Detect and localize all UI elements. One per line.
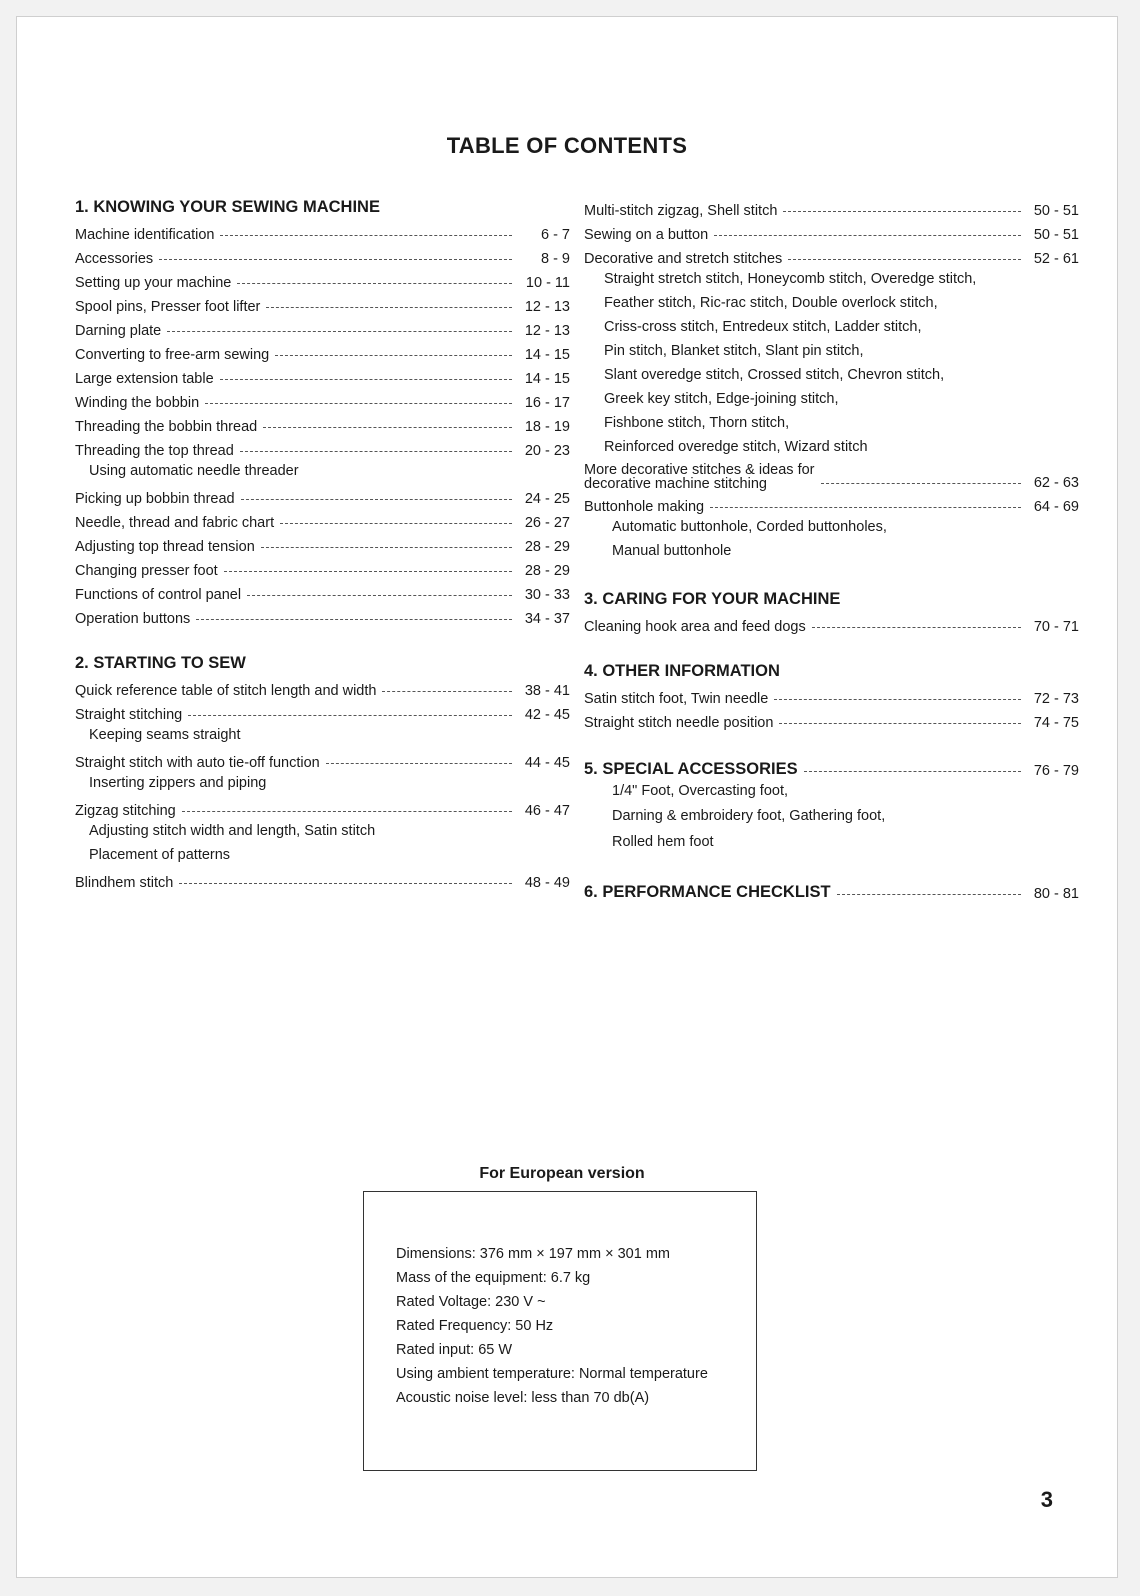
toc-page: 12 - 13 <box>524 323 570 339</box>
toc-label: Threading the bobbin thread <box>75 419 258 435</box>
spacer <box>75 627 570 651</box>
toc-page: 46 - 47 <box>524 803 570 819</box>
spacer <box>584 563 1079 587</box>
eu-spec-line: Dimensions: 376 mm × 197 mm × 301 mm <box>396 1246 670 1262</box>
toc-page: 18 - 19 <box>524 419 570 435</box>
toc-entry <box>584 219 1079 243</box>
toc-page: 50 - 51 <box>1033 227 1079 243</box>
toc-entry <box>584 683 1079 707</box>
toc-label: 6. PERFORMANCE CHECKLIST <box>584 883 831 901</box>
dot-leader <box>188 715 512 716</box>
spacer <box>584 731 1079 755</box>
spacer <box>584 854 1079 878</box>
dot-leader <box>241 499 512 500</box>
toc-page: 28 - 29 <box>524 539 570 555</box>
dot-leader <box>182 811 512 812</box>
toc-label: Straight stitch needle position <box>584 715 774 731</box>
toc-entry <box>75 555 570 579</box>
section-heading-4: 4. OTHER INFORMATION <box>584 662 780 680</box>
page-number: 3 <box>1040 1487 1053 1512</box>
toc-subentry: Straight stretch stitch, Honeycomb stitch, Overedge stitch, <box>604 271 977 287</box>
dot-leader <box>266 307 512 308</box>
toc-page: 12 - 13 <box>524 299 570 315</box>
dot-leader <box>237 283 512 284</box>
toc-subentry: Criss-cross stitch, Entredeux stitch, Ladder stitch, <box>604 319 922 335</box>
toc-page: 44 - 45 <box>524 755 570 771</box>
toc-page: 20 - 23 <box>524 443 570 459</box>
toc-subentry: Fishbone stitch, Thorn stitch, <box>604 415 790 431</box>
toc-subentry: Darning & embroidery foot, Gathering foot, <box>612 808 886 824</box>
toc-page: 42 - 45 <box>524 707 570 723</box>
toc-subentry: 1/4" Foot, Overcasting foot, <box>612 783 789 799</box>
dot-leader <box>196 619 512 620</box>
toc-label: Threading the top thread <box>75 443 234 459</box>
toc-label: Converting to free-arm sewing <box>75 347 270 363</box>
dot-leader <box>382 691 512 692</box>
section-heading-6 <box>584 878 1079 902</box>
toc-entry <box>75 747 570 771</box>
toc-label: Blindhem stitch <box>75 875 174 891</box>
toc-subentry: Pin stitch, Blanket stitch, Slant pin stitch, <box>604 343 864 359</box>
toc-page: 64 - 69 <box>1033 499 1079 515</box>
toc-entry <box>75 579 570 603</box>
toc-label: Needle, thread and fabric chart <box>75 515 275 531</box>
dot-leader <box>240 451 512 452</box>
section-heading-3: 3. CARING FOR YOUR MACHINE <box>584 590 841 608</box>
dot-leader <box>247 595 512 596</box>
toc-label: Sewing on a button <box>584 227 709 243</box>
spacer <box>584 635 1079 659</box>
dot-leader <box>179 883 512 884</box>
toc-subentry: Slant overedge stitch, Crossed stitch, Chevron stitch, <box>604 367 945 383</box>
eu-spec-line: Using ambient temperature: Normal temperature <box>396 1366 708 1382</box>
toc-label: Functions of control panel <box>75 587 242 603</box>
toc-label: Operation buttons <box>75 611 191 627</box>
toc-label: Decorative and stretch stitches <box>584 251 783 267</box>
toc-entry <box>75 387 570 411</box>
toc-label: Quick reference table of stitch length and width <box>75 683 377 699</box>
dot-leader <box>788 259 1021 260</box>
dot-leader <box>220 235 512 236</box>
toc-page: 34 - 37 <box>524 611 570 627</box>
eu-spec-line: Rated input: 65 W <box>396 1342 513 1358</box>
toc-label: Zigzag stitching <box>75 803 176 819</box>
toc-page: 38 - 41 <box>524 683 570 699</box>
toc-right-column <box>584 195 1079 902</box>
toc-label: Setting up your machine <box>75 275 232 291</box>
dot-leader <box>263 427 512 428</box>
toc-page: 6 - 7 <box>540 227 570 243</box>
toc-subentry: Rolled hem foot <box>612 834 714 850</box>
toc-entry <box>75 675 570 699</box>
toc-subentry: Adjusting stitch width and length, Satin stitch <box>89 823 376 839</box>
toc-page: 76 - 79 <box>1033 763 1079 779</box>
toc-entry <box>75 531 570 555</box>
eu-spec-list <box>396 1242 708 1410</box>
toc-label: Changing presser foot <box>75 563 218 579</box>
dot-leader <box>275 355 512 356</box>
toc-label: Straight stitching <box>75 707 183 723</box>
eu-spec-line: Rated Frequency: 50 Hz <box>396 1318 554 1334</box>
toc-entry <box>584 459 1079 491</box>
toc-label: Multi-stitch zigzag, Shell stitch <box>584 203 778 219</box>
toc-label: Adjusting top thread tension <box>75 539 255 555</box>
dot-leader <box>714 235 1021 236</box>
dot-leader <box>812 627 1021 628</box>
toc-label: Cleaning hook area and feed dogs <box>584 619 806 635</box>
toc-label: 5. SPECIAL ACCESSORIES <box>584 760 798 778</box>
toc-label: Accessories <box>75 251 154 267</box>
eu-spec-box <box>363 1191 757 1471</box>
toc-entry <box>75 243 570 267</box>
toc-label: Darning plate <box>75 323 162 339</box>
toc-page: 72 - 73 <box>1033 691 1079 707</box>
toc-page: 80 - 81 <box>1033 886 1079 902</box>
toc-label-line: More decorative stitches & ideas for <box>584 462 815 478</box>
toc-subentry: Inserting zippers and piping <box>89 775 267 791</box>
toc-entry <box>75 363 570 387</box>
toc-entry <box>75 507 570 531</box>
toc-entry <box>75 483 570 507</box>
toc-label: Machine identification <box>75 227 215 243</box>
toc-entry <box>75 267 570 291</box>
toc-label-line: decorative machine stitching <box>584 476 767 492</box>
toc-entry <box>75 699 570 723</box>
dot-leader <box>804 771 1021 772</box>
toc-entry <box>75 603 570 627</box>
toc-entry <box>584 243 1079 267</box>
toc-entry <box>584 611 1079 635</box>
dot-leader <box>837 894 1021 895</box>
toc-entry <box>75 219 570 243</box>
dot-leader <box>159 259 512 260</box>
toc-subentry: Using automatic needle threader <box>89 463 299 479</box>
toc-page: 16 - 17 <box>524 395 570 411</box>
dot-leader <box>821 483 1022 484</box>
toc-label: Satin stitch foot, Twin needle <box>584 691 769 707</box>
dot-leader <box>326 763 512 764</box>
toc-entry <box>75 339 570 363</box>
toc-label: Buttonhole making <box>584 499 705 515</box>
toc-label: Picking up bobbin thread <box>75 491 235 507</box>
toc-left-column <box>75 195 570 891</box>
toc-subentry: Manual buttonhole <box>612 543 732 559</box>
eu-spec-line: Acoustic noise level: less than 70 db(A) <box>396 1390 650 1406</box>
section-heading-2: 2. STARTING TO SEW <box>75 654 246 672</box>
dot-leader <box>783 211 1021 212</box>
toc-page: 28 - 29 <box>524 563 570 579</box>
dot-leader <box>224 571 512 572</box>
toc-label: Straight stitch with auto tie-off function <box>75 755 320 771</box>
dot-leader <box>205 403 512 404</box>
toc-subentry: Greek key stitch, Edge-joining stitch, <box>604 391 839 407</box>
toc-page: 48 - 49 <box>524 875 570 891</box>
toc-page: 26 - 27 <box>524 515 570 531</box>
toc-page: 50 - 51 <box>1033 203 1079 219</box>
dot-leader <box>779 723 1021 724</box>
toc-entry <box>75 795 570 819</box>
toc-page: 30 - 33 <box>524 587 570 603</box>
dot-leader <box>710 507 1021 508</box>
toc-entry <box>75 315 570 339</box>
dot-leader <box>261 547 512 548</box>
toc-page: 52 - 61 <box>1033 251 1079 267</box>
toc-entry <box>75 291 570 315</box>
toc-page: 70 - 71 <box>1033 619 1079 635</box>
toc-label <box>584 463 815 491</box>
toc-page: 14 - 15 <box>524 347 570 363</box>
toc-entry <box>75 411 570 435</box>
toc-page: 14 - 15 <box>524 371 570 387</box>
toc-label: Large extension table <box>75 371 214 387</box>
toc-page: 62 - 63 <box>1033 475 1079 491</box>
toc-subentry: Automatic buttonhole, Corded buttonholes, <box>612 519 887 535</box>
toc-entry <box>75 435 570 459</box>
toc-entry <box>584 707 1079 731</box>
toc-label: Spool pins, Presser foot lifter <box>75 299 261 315</box>
toc-entry <box>584 195 1079 219</box>
toc-page: 74 - 75 <box>1033 715 1079 731</box>
eu-spec-line: Rated Voltage: 230 V ~ <box>396 1294 546 1310</box>
toc-entry <box>75 867 570 891</box>
toc-subentry: Placement of patterns <box>89 847 231 863</box>
toc-subentry: Reinforced overedge stitch, Wizard stitch <box>604 439 868 455</box>
eu-version-heading: For European version <box>479 1165 645 1182</box>
eu-spec-line: Mass of the equipment: 6.7 kg <box>396 1270 591 1286</box>
dot-leader <box>280 523 512 524</box>
page-title: TABLE OF CONTENTS <box>446 133 688 158</box>
toc-page: 8 - 9 <box>540 251 570 267</box>
dot-leader <box>220 379 512 380</box>
toc-subentry: Keeping seams straight <box>89 727 241 743</box>
toc-label: Winding the bobbin <box>75 395 200 411</box>
dot-leader <box>167 331 512 332</box>
section-heading-1: 1. KNOWING YOUR SEWING MACHINE <box>75 198 380 216</box>
section-heading-5 <box>584 755 1079 779</box>
document-page <box>16 16 1118 1578</box>
toc-page: 10 - 11 <box>525 275 570 291</box>
dot-leader <box>774 699 1021 700</box>
toc-page: 24 - 25 <box>524 491 570 507</box>
toc-entry <box>584 491 1079 515</box>
toc-subentry: Feather stitch, Ric-rac stitch, Double overlock stitch, <box>604 295 938 311</box>
